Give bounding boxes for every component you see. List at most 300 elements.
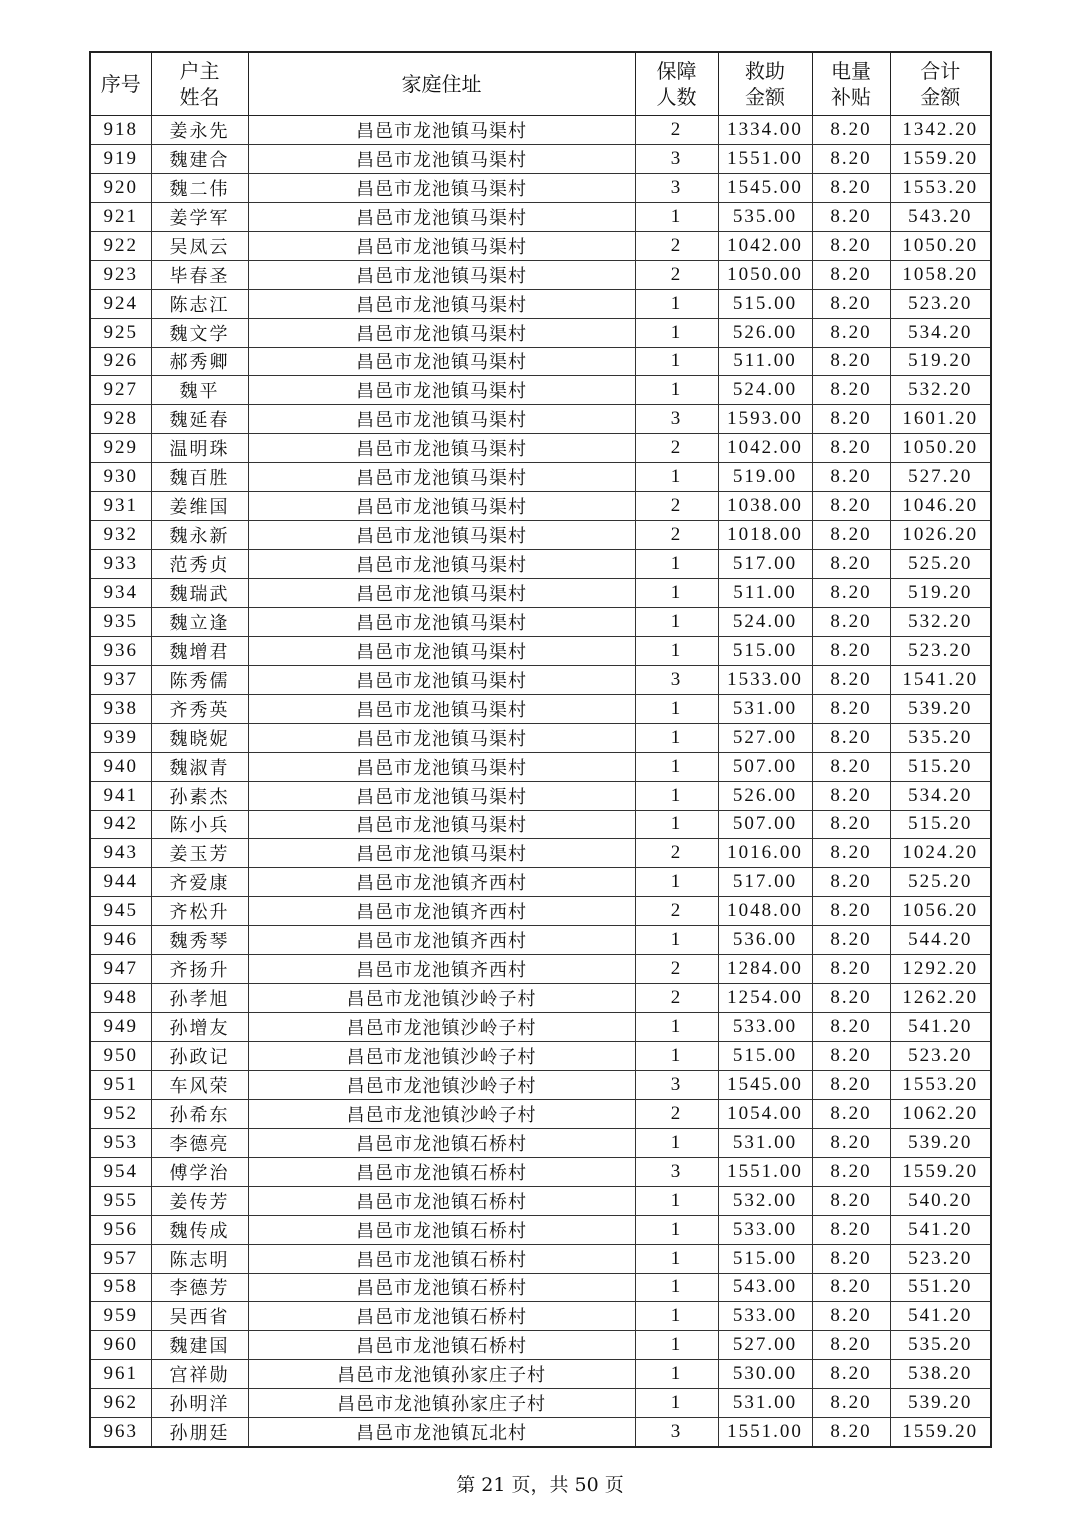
cell-relief-amount: 543.00 (718, 1273, 812, 1302)
cell-index: 958 (90, 1273, 151, 1302)
cell-electricity-subsidy: 8.20 (812, 1389, 890, 1418)
cell-household-size: 1 (635, 1244, 718, 1273)
cell-household-size: 1 (635, 1302, 718, 1331)
cell-name: 陈秀儒 (151, 665, 248, 694)
table-row (90, 1186, 991, 1215)
cell-relief-amount: 533.00 (718, 1215, 812, 1244)
cell-index: 930 (90, 463, 151, 492)
col-header-relief-amount (718, 52, 812, 116)
cell-relief-amount: 1042.00 (718, 434, 812, 463)
cell-relief-amount: 511.00 (718, 579, 812, 608)
cell-relief-amount: 517.00 (718, 550, 812, 579)
cell-total-amount: 527.20 (890, 463, 991, 492)
cell-index: 941 (90, 781, 151, 810)
cell-address: 昌邑市龙池镇石桥村 (248, 1244, 635, 1273)
table-row (90, 492, 991, 521)
cell-electricity-subsidy: 8.20 (812, 1013, 890, 1042)
cell-index: 950 (90, 1042, 151, 1071)
cell-address: 昌邑市龙池镇马渠村 (248, 607, 635, 636)
cell-name: 李德芳 (151, 1273, 248, 1302)
cell-name: 陈志明 (151, 1244, 248, 1273)
cell-index: 948 (90, 984, 151, 1013)
col-header-address (248, 52, 635, 116)
table-header (90, 52, 991, 116)
col-header-household-size (635, 52, 718, 116)
cell-address: 昌邑市龙池镇马渠村 (248, 202, 635, 231)
relief-table (89, 51, 992, 1448)
cell-name: 魏文学 (151, 318, 248, 347)
cell-total-amount: 1058.20 (890, 260, 991, 289)
table-row (90, 1157, 991, 1186)
cell-address: 昌邑市龙池镇齐西村 (248, 897, 635, 926)
table-row (90, 231, 991, 260)
table-row (90, 260, 991, 289)
cell-household-size: 2 (635, 984, 718, 1013)
cell-index: 957 (90, 1244, 151, 1273)
cell-address: 昌邑市龙池镇马渠村 (248, 463, 635, 492)
cell-relief-amount: 519.00 (718, 463, 812, 492)
table-row (90, 781, 991, 810)
cell-address: 昌邑市龙池镇石桥村 (248, 1331, 635, 1360)
cell-name: 姜学军 (151, 202, 248, 231)
cell-name: 郝秀卿 (151, 347, 248, 376)
cell-relief-amount: 1042.00 (718, 231, 812, 260)
cell-index: 947 (90, 955, 151, 984)
cell-electricity-subsidy: 8.20 (812, 260, 890, 289)
cell-total-amount: 523.20 (890, 1244, 991, 1273)
cell-household-size: 2 (635, 839, 718, 868)
cell-household-size: 1 (635, 376, 718, 405)
table-row (90, 839, 991, 868)
cell-address: 昌邑市龙池镇齐西村 (248, 926, 635, 955)
cell-index: 920 (90, 173, 151, 202)
cell-index: 945 (90, 897, 151, 926)
cell-relief-amount: 515.00 (718, 636, 812, 665)
cell-address: 昌邑市龙池镇马渠村 (248, 289, 635, 318)
cell-relief-amount: 536.00 (718, 926, 812, 955)
cell-household-size: 1 (635, 1042, 718, 1071)
cell-address: 昌邑市龙池镇马渠村 (248, 723, 635, 752)
cell-household-size: 3 (635, 665, 718, 694)
cell-total-amount: 541.20 (890, 1215, 991, 1244)
cell-relief-amount: 526.00 (718, 318, 812, 347)
cell-electricity-subsidy: 8.20 (812, 665, 890, 694)
table-row (90, 1389, 991, 1418)
cell-electricity-subsidy: 8.20 (812, 1042, 890, 1071)
cell-relief-amount: 533.00 (718, 1302, 812, 1331)
cell-relief-amount: 530.00 (718, 1360, 812, 1389)
cell-address: 昌邑市龙池镇马渠村 (248, 665, 635, 694)
cell-electricity-subsidy: 8.20 (812, 289, 890, 318)
cell-total-amount: 534.20 (890, 781, 991, 810)
table-row (90, 810, 991, 839)
cell-index: 936 (90, 636, 151, 665)
cell-relief-amount: 517.00 (718, 868, 812, 897)
cell-address: 昌邑市龙池镇马渠村 (248, 521, 635, 550)
cell-electricity-subsidy: 8.20 (812, 173, 890, 202)
table-row (90, 1302, 991, 1331)
cell-index: 959 (90, 1302, 151, 1331)
cell-total-amount: 544.20 (890, 926, 991, 955)
cell-total-amount: 1050.20 (890, 231, 991, 260)
table-row (90, 1244, 991, 1273)
cell-household-size: 1 (635, 810, 718, 839)
cell-name: 魏淑青 (151, 752, 248, 781)
cell-address: 昌邑市龙池镇石桥村 (248, 1157, 635, 1186)
cell-total-amount: 1262.20 (890, 984, 991, 1013)
cell-electricity-subsidy: 8.20 (812, 1244, 890, 1273)
table-row (90, 1418, 991, 1447)
cell-total-amount: 551.20 (890, 1273, 991, 1302)
cell-name: 魏永新 (151, 521, 248, 550)
cell-total-amount: 1292.20 (890, 955, 991, 984)
cell-address: 昌邑市龙池镇石桥村 (248, 1273, 635, 1302)
cell-relief-amount: 1038.00 (718, 492, 812, 521)
table-row (90, 173, 991, 202)
cell-electricity-subsidy: 8.20 (812, 1157, 890, 1186)
cell-household-size: 1 (635, 1128, 718, 1157)
cell-relief-amount: 1545.00 (718, 173, 812, 202)
cell-total-amount: 543.20 (890, 202, 991, 231)
cell-address: 昌邑市龙池镇沙岭子村 (248, 984, 635, 1013)
cell-index: 943 (90, 839, 151, 868)
cell-index: 940 (90, 752, 151, 781)
cell-total-amount: 539.20 (890, 1389, 991, 1418)
cell-index: 926 (90, 347, 151, 376)
cell-electricity-subsidy: 8.20 (812, 347, 890, 376)
table-row (90, 868, 991, 897)
cell-address: 昌邑市龙池镇马渠村 (248, 550, 635, 579)
cell-total-amount: 539.20 (890, 694, 991, 723)
cell-relief-amount: 1551.00 (718, 144, 812, 173)
cell-electricity-subsidy: 8.20 (812, 984, 890, 1013)
cell-total-amount: 534.20 (890, 318, 991, 347)
cell-household-size: 2 (635, 521, 718, 550)
cell-electricity-subsidy: 8.20 (812, 868, 890, 897)
table-body (90, 116, 991, 1448)
table-row (90, 1013, 991, 1042)
cell-address: 昌邑市龙池镇马渠村 (248, 694, 635, 723)
cell-relief-amount: 515.00 (718, 1042, 812, 1071)
cell-name: 魏百胜 (151, 463, 248, 492)
col-header-total-amount (890, 52, 991, 116)
cell-relief-amount: 1018.00 (718, 521, 812, 550)
cell-address: 昌邑市龙池镇马渠村 (248, 492, 635, 521)
cell-index: 949 (90, 1013, 151, 1042)
cell-index: 922 (90, 231, 151, 260)
cell-name: 齐秀英 (151, 694, 248, 723)
cell-household-size: 1 (635, 579, 718, 608)
cell-household-size: 3 (635, 1070, 718, 1099)
cell-relief-amount: 515.00 (718, 1244, 812, 1273)
cell-electricity-subsidy: 8.20 (812, 376, 890, 405)
cell-address: 昌邑市龙池镇石桥村 (248, 1128, 635, 1157)
cell-household-size: 1 (635, 1013, 718, 1042)
cell-household-size: 1 (635, 636, 718, 665)
table-row (90, 1273, 991, 1302)
cell-household-size: 2 (635, 116, 718, 145)
col-header-relief-amount-line: 救助 (745, 59, 785, 83)
cell-total-amount: 539.20 (890, 1128, 991, 1157)
cell-address: 昌邑市龙池镇马渠村 (248, 144, 635, 173)
cell-name: 魏增君 (151, 636, 248, 665)
cell-index: 955 (90, 1186, 151, 1215)
cell-household-size: 1 (635, 550, 718, 579)
cell-address: 昌邑市龙池镇石桥村 (248, 1186, 635, 1215)
cell-index: 944 (90, 868, 151, 897)
table-row (90, 116, 991, 145)
cell-total-amount: 1024.20 (890, 839, 991, 868)
table-row (90, 463, 991, 492)
cell-index: 954 (90, 1157, 151, 1186)
cell-index: 937 (90, 665, 151, 694)
cell-index: 924 (90, 289, 151, 318)
cell-name: 车风荣 (151, 1070, 248, 1099)
cell-index: 946 (90, 926, 151, 955)
cell-index: 918 (90, 116, 151, 145)
cell-index: 942 (90, 810, 151, 839)
cell-address: 昌邑市龙池镇马渠村 (248, 752, 635, 781)
cell-electricity-subsidy: 8.20 (812, 839, 890, 868)
cell-total-amount: 1342.20 (890, 116, 991, 145)
cell-relief-amount: 1284.00 (718, 955, 812, 984)
cell-household-size: 2 (635, 492, 718, 521)
table-row (90, 1042, 991, 1071)
table-row (90, 752, 991, 781)
cell-name: 魏晓妮 (151, 723, 248, 752)
cell-household-size: 1 (635, 289, 718, 318)
cell-name: 魏建合 (151, 144, 248, 173)
cell-address: 昌邑市龙池镇马渠村 (248, 579, 635, 608)
col-header-electricity-subsidy (812, 52, 890, 116)
cell-address: 昌邑市龙池镇马渠村 (248, 376, 635, 405)
cell-household-size: 2 (635, 1099, 718, 1128)
table-row (90, 665, 991, 694)
cell-total-amount: 538.20 (890, 1360, 991, 1389)
cell-electricity-subsidy: 8.20 (812, 1099, 890, 1128)
cell-address: 昌邑市龙池镇沙岭子村 (248, 1042, 635, 1071)
cell-total-amount: 519.20 (890, 347, 991, 376)
cell-relief-amount: 1545.00 (718, 1070, 812, 1099)
cell-household-size: 1 (635, 868, 718, 897)
col-header-total-amount-line: 合计 (920, 59, 961, 83)
table-row (90, 550, 991, 579)
cell-address: 昌邑市龙池镇马渠村 (248, 434, 635, 463)
cell-index: 951 (90, 1070, 151, 1099)
col-header-name-line: 姓名 (179, 85, 220, 109)
cell-household-size: 2 (635, 434, 718, 463)
cell-name: 陈小兵 (151, 810, 248, 839)
cell-name: 孙政记 (151, 1042, 248, 1071)
cell-electricity-subsidy: 8.20 (812, 752, 890, 781)
cell-relief-amount: 1533.00 (718, 665, 812, 694)
cell-electricity-subsidy: 8.20 (812, 607, 890, 636)
table-row (90, 318, 991, 347)
table-row (90, 289, 991, 318)
cell-index: 939 (90, 723, 151, 752)
cell-electricity-subsidy: 8.20 (812, 434, 890, 463)
cell-index: 956 (90, 1215, 151, 1244)
cell-electricity-subsidy: 8.20 (812, 144, 890, 173)
cell-index: 921 (90, 202, 151, 231)
cell-relief-amount: 532.00 (718, 1186, 812, 1215)
cell-total-amount: 540.20 (890, 1186, 991, 1215)
cell-relief-amount: 511.00 (718, 347, 812, 376)
cell-address: 昌邑市龙池镇齐西村 (248, 868, 635, 897)
cell-total-amount: 523.20 (890, 1042, 991, 1071)
cell-name: 温明珠 (151, 434, 248, 463)
cell-total-amount: 525.20 (890, 550, 991, 579)
cell-relief-amount: 1016.00 (718, 839, 812, 868)
cell-household-size: 3 (635, 405, 718, 434)
cell-electricity-subsidy: 8.20 (812, 521, 890, 550)
cell-total-amount: 1559.20 (890, 1157, 991, 1186)
col-header-household-size-line: 人数 (656, 85, 697, 109)
cell-name: 姜维国 (151, 492, 248, 521)
table-row (90, 955, 991, 984)
cell-electricity-subsidy: 8.20 (812, 1360, 890, 1389)
cell-total-amount: 1559.20 (890, 1418, 991, 1447)
cell-total-amount: 519.20 (890, 579, 991, 608)
cell-electricity-subsidy: 8.20 (812, 550, 890, 579)
cell-total-amount: 515.20 (890, 752, 991, 781)
cell-index: 933 (90, 550, 151, 579)
cell-name: 齐松升 (151, 897, 248, 926)
cell-address: 昌邑市龙池镇石桥村 (248, 1215, 635, 1244)
cell-name: 吴西省 (151, 1302, 248, 1331)
cell-total-amount: 1601.20 (890, 405, 991, 434)
table-row (90, 202, 991, 231)
cell-household-size: 1 (635, 723, 718, 752)
cell-index: 960 (90, 1331, 151, 1360)
cell-total-amount: 1046.20 (890, 492, 991, 521)
cell-electricity-subsidy: 8.20 (812, 723, 890, 752)
cell-relief-amount: 531.00 (718, 694, 812, 723)
cell-total-amount: 535.20 (890, 1331, 991, 1360)
cell-household-size: 1 (635, 1186, 718, 1215)
cell-address: 昌邑市龙池镇孙家庄子村 (248, 1360, 635, 1389)
table-row (90, 694, 991, 723)
col-header-address-line: 家庭住址 (401, 72, 482, 96)
table-row (90, 1128, 991, 1157)
cell-relief-amount: 507.00 (718, 752, 812, 781)
cell-total-amount: 1553.20 (890, 1070, 991, 1099)
cell-name: 魏瑞武 (151, 579, 248, 608)
col-header-relief-amount-line: 金额 (745, 85, 785, 109)
cell-electricity-subsidy: 8.20 (812, 202, 890, 231)
cell-address: 昌邑市龙池镇马渠村 (248, 116, 635, 145)
cell-index: 925 (90, 318, 151, 347)
cell-electricity-subsidy: 8.20 (812, 1186, 890, 1215)
cell-household-size: 2 (635, 955, 718, 984)
cell-name: 陈志江 (151, 289, 248, 318)
cell-total-amount: 541.20 (890, 1302, 991, 1331)
cell-electricity-subsidy: 8.20 (812, 579, 890, 608)
cell-address: 昌邑市龙池镇瓦北村 (248, 1418, 635, 1447)
cell-total-amount: 1026.20 (890, 521, 991, 550)
table-row (90, 1099, 991, 1128)
table-row (90, 1070, 991, 1099)
cell-household-size: 1 (635, 1389, 718, 1418)
cell-total-amount: 1056.20 (890, 897, 991, 926)
cell-electricity-subsidy: 8.20 (812, 781, 890, 810)
cell-name: 齐扬升 (151, 955, 248, 984)
cell-electricity-subsidy: 8.20 (812, 116, 890, 145)
cell-household-size: 3 (635, 144, 718, 173)
cell-household-size: 1 (635, 1360, 718, 1389)
table-row (90, 405, 991, 434)
cell-total-amount: 1559.20 (890, 144, 991, 173)
cell-relief-amount: 527.00 (718, 1331, 812, 1360)
cell-address: 昌邑市龙池镇马渠村 (248, 636, 635, 665)
cell-total-amount: 515.20 (890, 810, 991, 839)
cell-household-size: 1 (635, 1273, 718, 1302)
table-row (90, 579, 991, 608)
table-row (90, 1215, 991, 1244)
cell-name: 魏延春 (151, 405, 248, 434)
col-header-total-amount-line: 金额 (920, 85, 961, 109)
cell-name: 魏传成 (151, 1215, 248, 1244)
cell-electricity-subsidy: 8.20 (812, 1302, 890, 1331)
cell-household-size: 1 (635, 1215, 718, 1244)
col-header-electricity-subsidy-line: 电量 (831, 59, 871, 83)
header-row (90, 52, 991, 116)
cell-index: 928 (90, 405, 151, 434)
cell-total-amount: 1062.20 (890, 1099, 991, 1128)
cell-index: 952 (90, 1099, 151, 1128)
cell-relief-amount: 527.00 (718, 723, 812, 752)
cell-household-size: 3 (635, 173, 718, 202)
relief-table-container (89, 51, 990, 1448)
cell-household-size: 1 (635, 463, 718, 492)
cell-household-size: 1 (635, 607, 718, 636)
cell-name: 齐爱康 (151, 868, 248, 897)
cell-address: 昌邑市龙池镇沙岭子村 (248, 1013, 635, 1042)
cell-index: 934 (90, 579, 151, 608)
cell-electricity-subsidy: 8.20 (812, 1273, 890, 1302)
cell-electricity-subsidy: 8.20 (812, 955, 890, 984)
table-row (90, 607, 991, 636)
cell-relief-amount: 526.00 (718, 781, 812, 810)
table-row (90, 636, 991, 665)
col-header-household-size-line: 保障 (656, 59, 697, 83)
cell-name: 魏秀琴 (151, 926, 248, 955)
table-row (90, 347, 991, 376)
cell-index: 931 (90, 492, 151, 521)
cell-relief-amount: 1048.00 (718, 897, 812, 926)
cell-name: 姜玉芳 (151, 839, 248, 868)
cell-relief-amount: 531.00 (718, 1389, 812, 1418)
cell-address: 昌邑市龙池镇马渠村 (248, 781, 635, 810)
cell-name: 孙朋廷 (151, 1418, 248, 1447)
cell-index: 927 (90, 376, 151, 405)
cell-total-amount: 523.20 (890, 636, 991, 665)
cell-index: 919 (90, 144, 151, 173)
cell-electricity-subsidy: 8.20 (812, 318, 890, 347)
cell-index: 929 (90, 434, 151, 463)
cell-address: 昌邑市龙池镇沙岭子村 (248, 1099, 635, 1128)
cell-name: 范秀贞 (151, 550, 248, 579)
cell-household-size: 1 (635, 694, 718, 723)
cell-electricity-subsidy: 8.20 (812, 694, 890, 723)
cell-total-amount: 535.20 (890, 723, 991, 752)
cell-electricity-subsidy: 8.20 (812, 1070, 890, 1099)
cell-total-amount: 523.20 (890, 289, 991, 318)
cell-name: 傅学治 (151, 1157, 248, 1186)
cell-household-size: 1 (635, 318, 718, 347)
cell-address: 昌邑市龙池镇石桥村 (248, 1302, 635, 1331)
cell-relief-amount: 1334.00 (718, 116, 812, 145)
